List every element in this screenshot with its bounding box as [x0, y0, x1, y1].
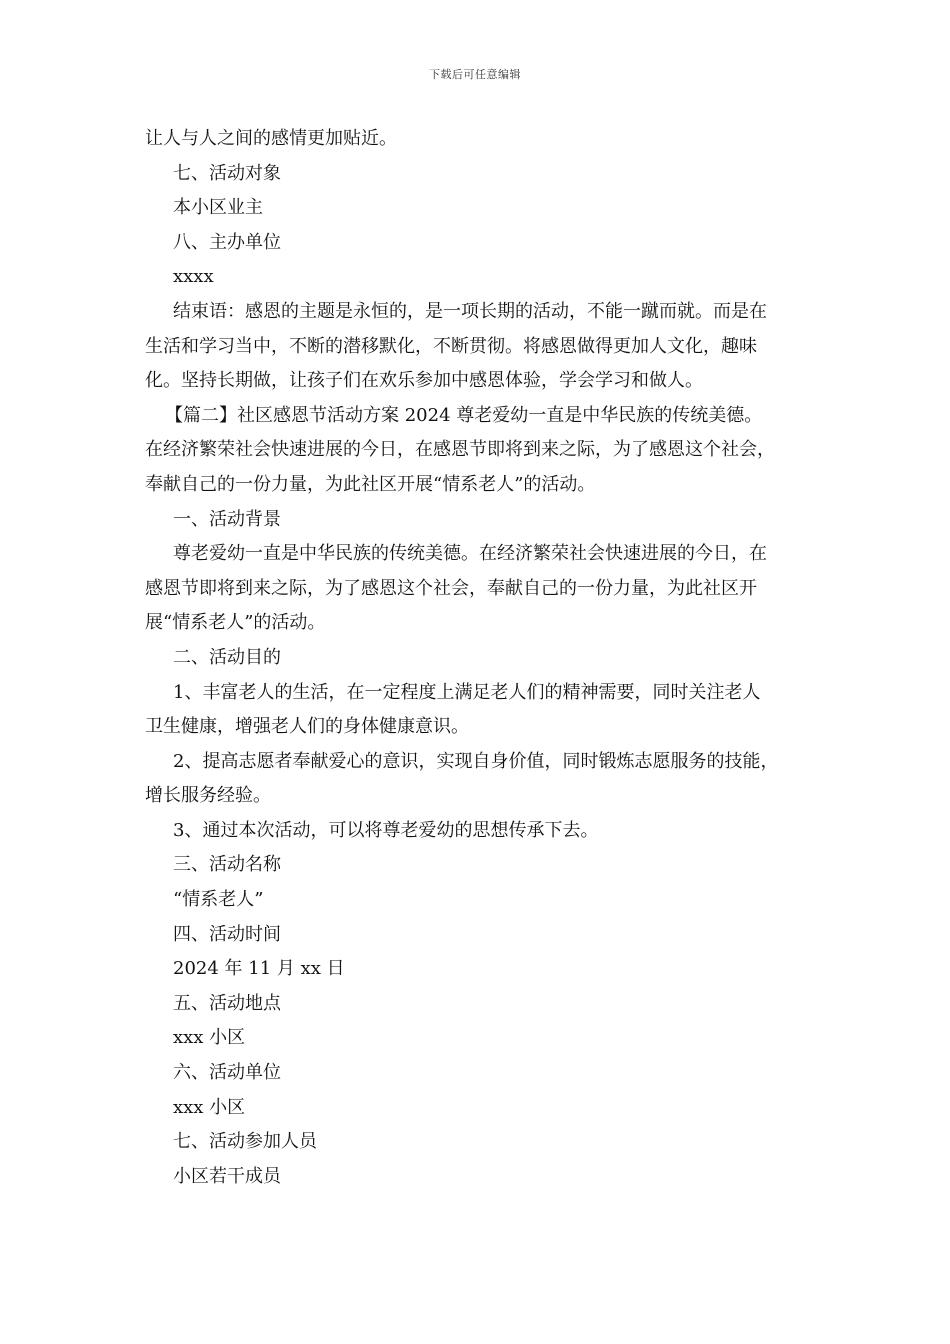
paragraph-line: 卫生健康，增强老人们的身体健康意识。 — [145, 716, 469, 738]
text-line: xxx 小区 — [173, 1027, 246, 1049]
text-line: 小区若干成员 — [173, 1165, 281, 1187]
document-body — [145, 122, 825, 1194]
paragraph-line: 2、提高志愿者奉献爱心的意识，实现自身价值，同时锻炼志愿服务的技能， — [173, 750, 779, 772]
section-heading: 三、活动名称 — [173, 854, 281, 876]
text-line: 让人与人之间的感情更加贴近。 — [145, 128, 397, 149]
paragraph-line: 感恩节即将到来之际，为了感恩这个社会，奉献自己的一份力量，为此社区开 — [145, 577, 757, 599]
paragraph-line: 1、丰富老人的生活，在一定程度上满足老人们的精神需要，同时关注老人 — [173, 681, 761, 703]
paragraph-line: 在经济繁荣社会快速进展的今日，在感恩节即将到来之际，为了感恩这个社会， — [145, 439, 775, 461]
page-header: 下载后可任意编辑 — [429, 68, 521, 81]
section-heading: 八、主办单位 — [173, 231, 281, 253]
section-heading: 七、活动参加人员 — [173, 1131, 317, 1153]
text-line: xxxx — [173, 266, 214, 288]
paragraph-line: 展“情系老人”的活动。 — [145, 612, 326, 634]
section-heading: 六、活动单位 — [173, 1062, 281, 1084]
section-heading: 二、活动目的 — [173, 646, 281, 668]
paragraph-line: 3、通过本次活动，可以将尊老爱幼的思想传承下去。 — [173, 819, 599, 841]
text-line: “情系老人” — [173, 889, 264, 911]
paragraph-line: 化。坚持长期做，让孩子们在欢乐参加中感恩体验，学会学习和做人。 — [145, 370, 703, 392]
section-heading: 五、活动地点 — [173, 992, 281, 1014]
section-heading: 一、活动背景 — [173, 508, 281, 530]
paragraph-line: 结束语：感恩的主题是永恒的，是一项长期的活动，不能一蹴而就。而是在 — [173, 300, 767, 322]
text-line: 本小区业主 — [173, 197, 263, 219]
text-line: xxx 小区 — [173, 1096, 246, 1118]
paragraph-line: 【篇二】社区感恩节活动方案 2024 尊老爱幼一直是中华民族的传统美德。 — [165, 404, 763, 426]
paragraph-line: 生活和学习当中，不断的潜移默化，不断贯彻。将感恩做得更加人文化，趣味 — [145, 335, 757, 357]
section-heading: 四、活动时间 — [173, 923, 281, 945]
paragraph-line: 奉献自己的一份力量，为此社区开展“情系老人”的活动。 — [145, 473, 596, 495]
section-heading: 七、活动对象 — [173, 162, 281, 184]
text-line: 2024 年 11 月 xx 日 — [173, 958, 345, 980]
paragraph-line: 增长服务经验。 — [145, 785, 271, 807]
paragraph-line: 尊老爱幼一直是中华民族的传统美德。在经济繁荣社会快速进展的今日，在 — [173, 543, 767, 565]
